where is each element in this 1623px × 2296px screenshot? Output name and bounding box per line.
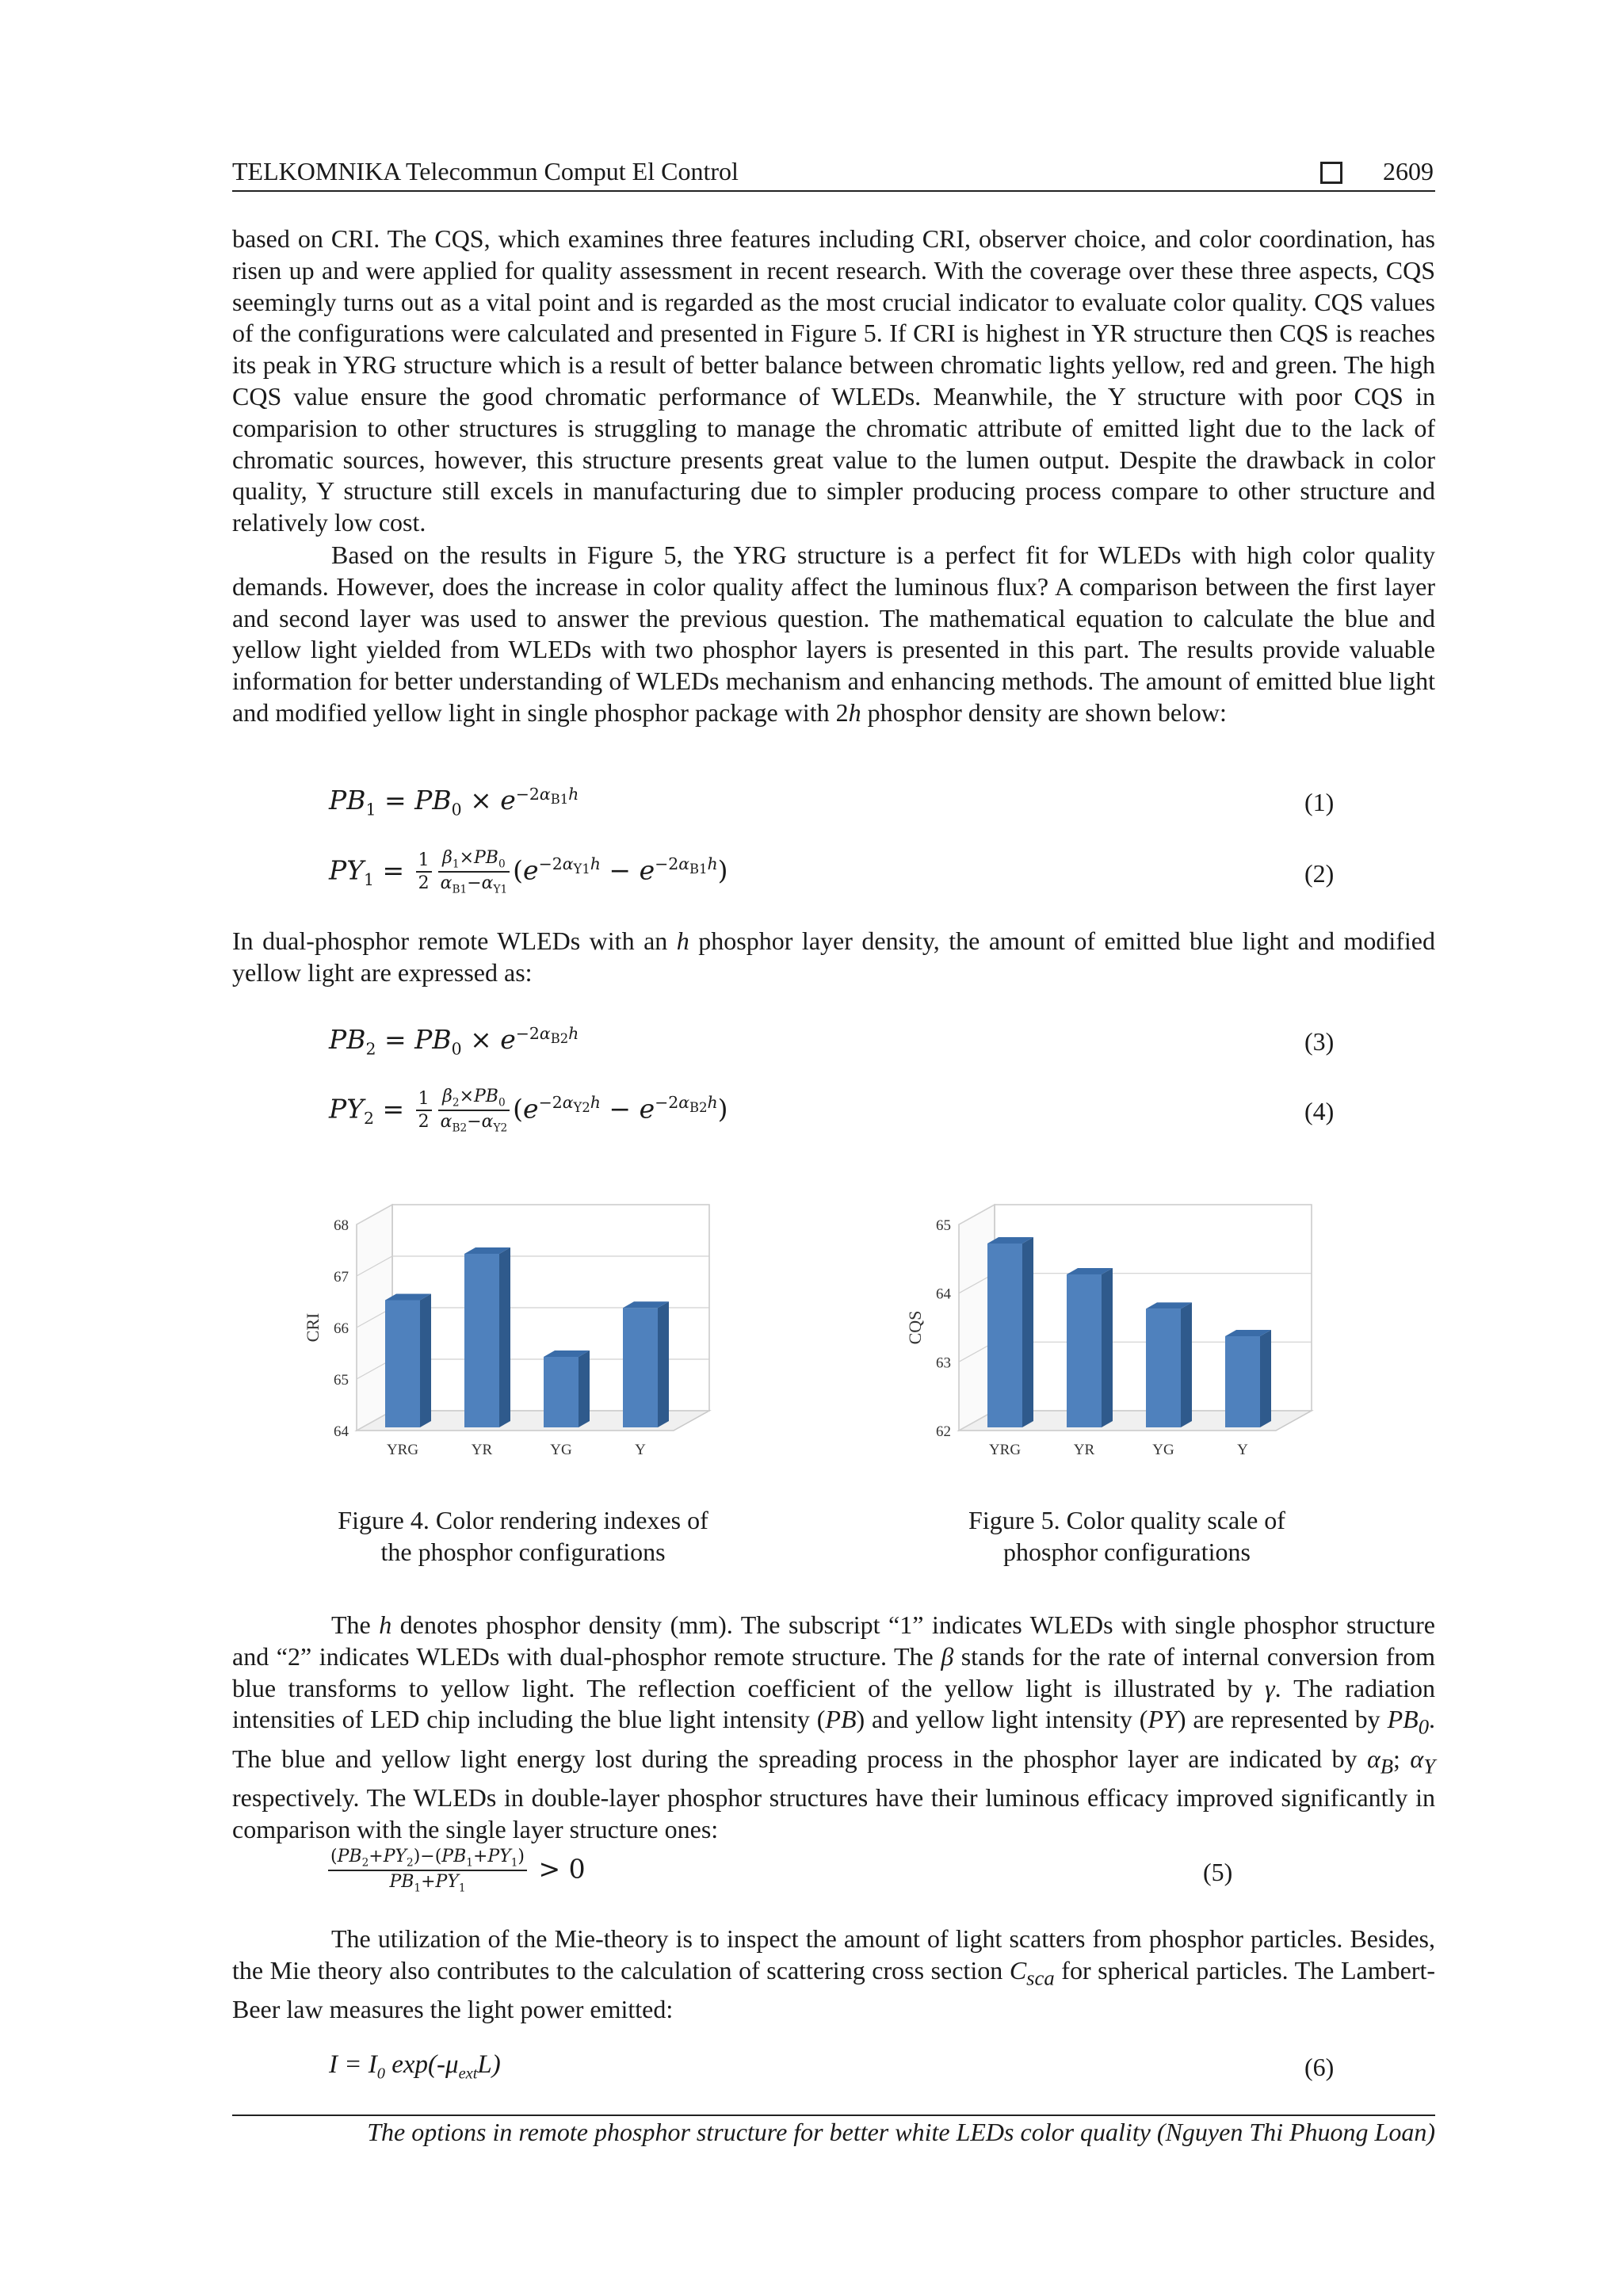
equation-number-2: (2) <box>1304 859 1335 888</box>
bar-side-Y <box>1260 1330 1271 1427</box>
bar-side-YR <box>1102 1268 1113 1427</box>
equation-1: $PB_1 = PB_0 \times e^{-2\alpha_{B1}h}$ <box>329 785 579 819</box>
paragraph-text: In dual-phosphor remote WLEDs with an <box>232 926 677 955</box>
caption-line: Figure 4. Color rendering indexes of <box>338 1506 708 1534</box>
x-tick-label: YR <box>1073 1442 1095 1458</box>
bar-front-YRG <box>987 1244 1022 1427</box>
y-tick-label: 68 <box>334 1217 349 1234</box>
page-number: 2609 <box>1383 157 1434 185</box>
cqs-bar-chart <box>903 1193 1347 1478</box>
y-tick-label: 63 <box>936 1354 951 1372</box>
cri-bar-chart <box>301 1193 745 1478</box>
variable-h: h <box>676 926 689 955</box>
bar-front-YR <box>1067 1274 1102 1427</box>
bar-front-YG <box>1146 1308 1181 1427</box>
bar-front-YG <box>544 1357 579 1427</box>
x-tick-label: Y <box>1237 1442 1248 1458</box>
paragraph-cqs: based on CRI. The CQS, which examines three features including CRI, observer choice, and color coordination, has risen up and were applied for quality assessment in recent research. With the coverage over these three aspects, CQS seemingly turns out as a vital point and is regarded as the most crucial indicator to evaluate color quality. CQS values of the configurations were calculated and presented in Figure 5. If CRI is highest in YR structure then CQS is reaches its peak in YRG structure which is a result of better balance between chromatic lights yellow, red and green. The high CQS value ensure the good chromatic performance of WLEDs. Meanwhile, the Y structure with poor CQS in comparision to other structures is struggling to manage the chromatic attribute of emitted light due to the lack of chromatic sources, however, this structure presents great value to the lumen output. Despite the drawback in color quality, Y structure still excels in manufacturing due to simpler producing process compare to other structure and relatively low cost. <box>232 224 1435 537</box>
paragraph-text: phosphor layer density, the amount of emitted blue light and modified yellow light are expressed as: <box>232 926 1436 987</box>
bar-front-YRG <box>385 1301 420 1428</box>
bar-side-YG <box>579 1350 590 1427</box>
y-axis-label: CRI <box>303 1312 323 1343</box>
bar-side-YR <box>499 1247 510 1427</box>
x-tick-label: YR <box>471 1442 493 1458</box>
y-tick-label: 64 <box>334 1423 349 1440</box>
paragraph-yrg-structure <box>232 540 1435 729</box>
figure-5-caption <box>889 1504 1365 1568</box>
y-tick-label: 66 <box>334 1320 349 1337</box>
bar-front-Y <box>1225 1336 1260 1427</box>
bar-side-YG <box>1181 1302 1192 1427</box>
equation-number-4: (4) <box>1304 1097 1335 1125</box>
y-tick-label: 62 <box>936 1423 951 1440</box>
x-tick-label: YRG <box>386 1442 419 1458</box>
bar-side-YRG <box>420 1294 431 1428</box>
variable-h: h <box>848 697 861 727</box>
y-tick-label: 67 <box>334 1269 349 1286</box>
equation-number-6: (6) <box>1304 2053 1335 2081</box>
caption-line: phosphor configurations <box>1003 1538 1251 1566</box>
x-tick-label: YRG <box>988 1442 1022 1458</box>
paragraph-text: phosphor density are shown below: <box>861 697 1227 727</box>
x-tick-label: YG <box>550 1442 572 1458</box>
caption-line: Figure 5. Color quality scale of <box>968 1506 1285 1534</box>
paragraph-text: Based on the results in Figure 5, the YRG structure is a perfect fit for WLEDs with high color quality demands. However, does the increase in color quality affect the luminous flux? A comparison between the first layer and second layer was used to answer the previous question. The mathematical equation to calculate the blue and yellow light yielded from WLEDs with two phosphor layers is presented in this part. The results provide valuable information for better understanding of WLEDs mechanism and enhancing methods. The amount of emitted blue light and modified yellow light in single phosphor package with 2 <box>232 541 1435 727</box>
x-tick-label: YG <box>1152 1442 1174 1458</box>
equation-2: $PY_1$ = $\frac{1}{2}$ $\frac{\beta_1\times PB_0}{\alpha_{B1}-\alpha_{Y1}}$ $(e^{-2\alpha_{Y1}h} - e^{-2\alpha_{B1}h})$ <box>329 848 728 896</box>
equation-5: $\frac{(PB_2+PY_2)-(PB_1+PY_1)}{PB_1+PY_1}$ > 0 <box>325 1847 586 1895</box>
y-axis-label: CQS <box>905 1310 925 1345</box>
running-footer: The options in remote phosphor structure for better white LEDs color quality (Nguyen Thi Phuong Loan) <box>367 2118 1435 2146</box>
y-tick-label: 64 <box>936 1286 951 1303</box>
bar-side-YRG <box>1022 1237 1033 1427</box>
equation-6: $I = I_0$ $\exp(-\mu_{ext}L)$ <box>329 2050 501 2083</box>
y-tick-label: 65 <box>334 1372 349 1389</box>
bar-front-YR <box>464 1254 499 1427</box>
running-header <box>232 154 1435 192</box>
equation-number-1: (1) <box>1304 788 1335 816</box>
paragraph-variable-definitions: The h denotes phosphor density (mm). The subscript “1” indicates WLEDs with single phosphor structure and “2” indicates WLEDs with dual-phosphor remote structure. The β stands for the rate of internal conversion from blue transforms to yellow light. The reflection coefficient of the yellow light is illustrated by γ. The radiation intensities of LED chip including the blue light intensity (PB) and yellow light intensity (PY) are represented by $PB_0$. The blue and yellow light energy lost during the spreading process in the phosphor layer are indicated by $\alpha_B$; $\alpha_Y$ respectively. The WLEDs in double-layer phosphor structures have their luminous efficacy improved significantly in comparison with the single layer structure ones: <box>232 1610 1436 1843</box>
bar-side-Y <box>658 1301 669 1427</box>
journal-title: TELKOMNIKA Telecommun Comput El Control <box>232 157 739 185</box>
paragraph-dual-phosphor <box>232 926 1435 989</box>
equation-number-5: (5) <box>1203 1858 1233 1886</box>
footer-rule <box>232 2115 1435 2116</box>
bar-front-Y <box>623 1308 658 1427</box>
figure-4-caption <box>285 1504 761 1568</box>
equation-4: $PY_2$ = $\frac{1}{2}$ $\frac{\beta_2\times PB_0}{\alpha_{B2}-\alpha_{Y2}}$ $(e^{-2\alpha_{Y2}h} - e^{-2\alpha_{B2}h})$ <box>329 1087 728 1135</box>
y-tick-label: 65 <box>936 1217 951 1234</box>
paragraph-mie-theory: The utilization of the Mie-theory is to inspect the amount of light scatters from phosphor particles. Besides, the Mie theory also contributes to the calculation of scattering cross section $C_{sca}$ for spherical particles. The Lambert-Beer law measures the light power emitted: <box>232 1924 1436 2023</box>
x-tick-label: Y <box>635 1442 646 1458</box>
equation-3: $PB_2 = PB_0 \times e^{-2\alpha_{B2}h}$ <box>329 1024 579 1059</box>
caption-line: the phosphor configurations <box>380 1538 666 1566</box>
equation-number-3: (3) <box>1304 1027 1335 1056</box>
square-icon <box>1320 162 1342 184</box>
